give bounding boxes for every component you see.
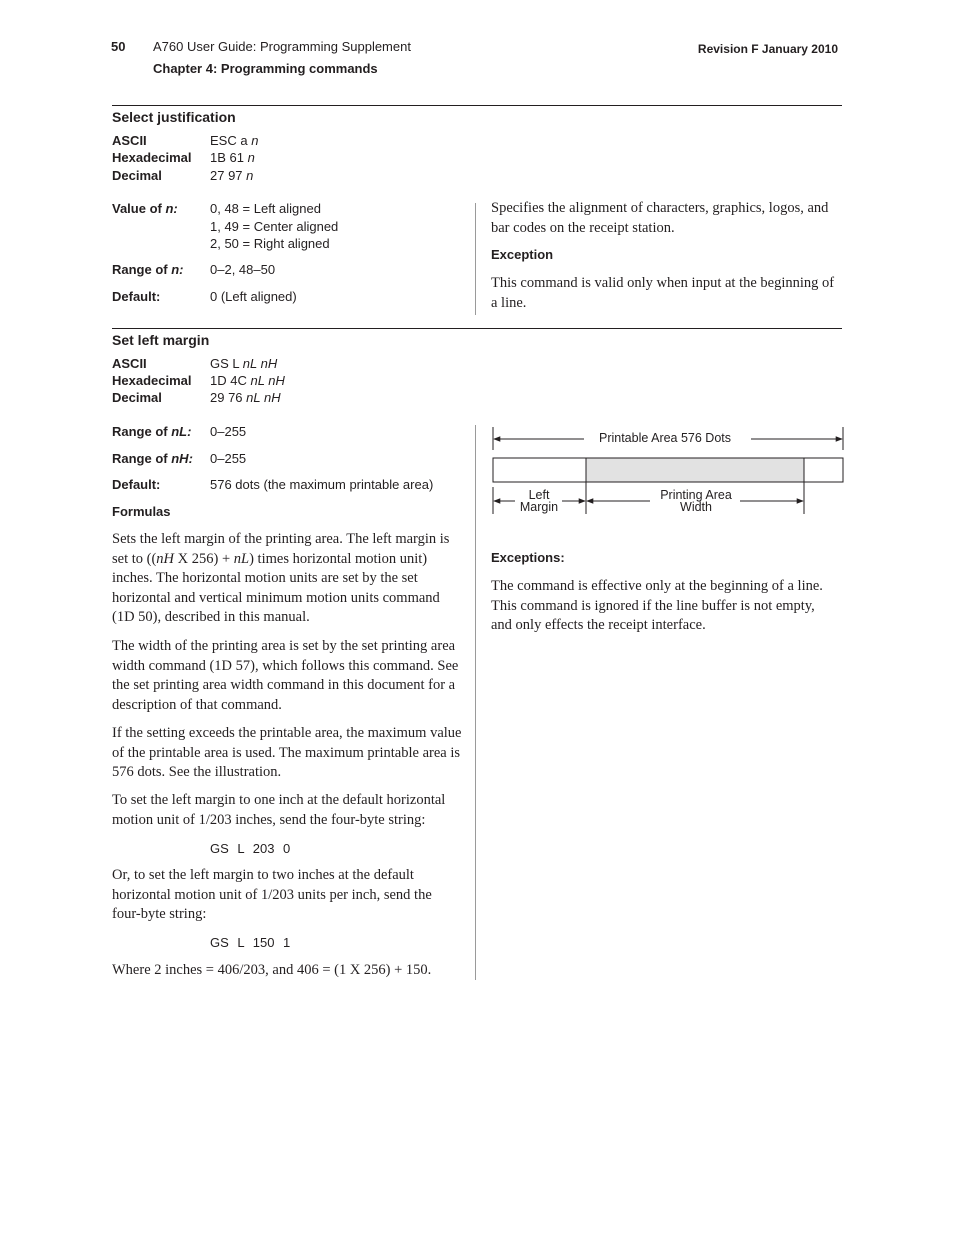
left-margin-label-line2: Margin [519,500,559,514]
printable-area-label: Printable Area 576 Dots [598,431,732,445]
printing-area-fill [586,458,804,482]
value-option: 2, 50 = Right aligned [210,236,330,251]
value-option: 0, 48 = Left aligned [210,201,321,216]
ascii-label: ASCII [112,356,147,371]
hex-value: 1B 61 n [210,150,255,165]
guide-title: A760 User Guide: Programming Supplement [153,39,411,54]
default-value: 576 dots (the maximum printable area) [210,477,434,492]
formulas-label: Formulas [112,504,171,519]
code-example-1: GS L 203 0 [210,841,291,856]
hex-label: Hexadecimal [112,373,192,388]
default-label: Default: [112,477,161,492]
section-title-set-left-margin: Set left margin [112,332,210,348]
range-of-nl-value: 0–255 [210,424,247,439]
left-margin-paragraph-6: Where 2 inches = 406/203, and 406 = (1 X 256) + 150. [112,962,432,978]
section-divider [112,328,842,329]
left-margin-paragraph-5: Or, to set the left margin to two inches at the default horizontal motion unit of 1/203 units per inch, send the four-byte string: [112,867,432,922]
exception-text: This command is valid only when input at the beginning of a line. [491,275,835,311]
section-title-select-justification: Select justification [112,109,236,125]
left-margin-paragraph-3: If the setting exceeds the printable area, the maximum value of the printable area is used. The maximum printable area is 576 dots. See the illustration. [112,725,462,780]
exception-heading: Exception [491,247,554,262]
left-margin-paragraph-4: To set the left margin to one inch at the default horizontal motion unit of 1/203 inches, send the four-byte string: [112,792,446,828]
code-example-2: GS L 150 1 [210,935,291,950]
left-margin-paragraph-2: The width of the printing area is set by the set printing area width command (1D 57), which follows this command. See the set printing area width command in this document for a description of that command. [112,638,459,713]
range-of-n-label: Range of n: [112,262,184,277]
decimal-label: Decimal [112,390,162,405]
range-of-n-value: 0–2, 48–50 [210,262,276,277]
left-margin-label-line1: Left [528,488,550,502]
exceptions-heading: Exceptions: [491,550,565,565]
printable-area-diagram [486,422,848,522]
value-option: 1, 49 = Center aligned [210,219,339,234]
hex-label: Hexadecimal [112,150,192,165]
hex-value: 1D 4C nL nH [210,373,285,388]
revision-label: Revision F January 2010 [697,42,838,56]
decimal-value: 29 76 nL nH [210,390,281,405]
left-margin-paragraph-1: Sets the left margin of the printing area. The left margin is set to ((nH X 256) + nL) times horizontal motion unit) inches. The horizontal motion units are set by the set horizontal and vertical minimum motion units command (1D 50), described in this manual. [112,531,450,625]
value-of-n-label: Value of n: [112,201,178,216]
decimal-value: 27 97 n [210,168,254,183]
range-of-nl-label: Range of nL: [112,424,192,439]
default-label: Default: [112,289,161,304]
ascii-value: ESC a n [210,133,259,148]
decimal-label: Decimal [112,168,162,183]
ascii-label: ASCII [112,133,147,148]
range-of-nh-label: Range of nH: [112,451,193,466]
default-value: 0 (Left aligned) [210,289,297,304]
exceptions-text: The command is effective only at the beginning of a line. This command is ignored if the line buffer is not empty, and only effects the receipt interface. [491,578,823,633]
printing-area-label-line1: Printing Area [660,488,732,502]
column-divider [475,425,476,980]
chapter-title: Chapter 4: Programming commands [153,61,378,76]
range-of-nh-value: 0–255 [210,451,247,466]
printing-area-label-line2: Width [680,500,712,514]
section-divider [112,105,842,106]
page-number: 50 [111,39,126,54]
justification-description: Specifies the alignment of characters, graphics, logos, and bar codes on the receipt station. [491,200,829,236]
column-divider [475,203,476,315]
ascii-value: GS L nL nH [210,356,278,371]
